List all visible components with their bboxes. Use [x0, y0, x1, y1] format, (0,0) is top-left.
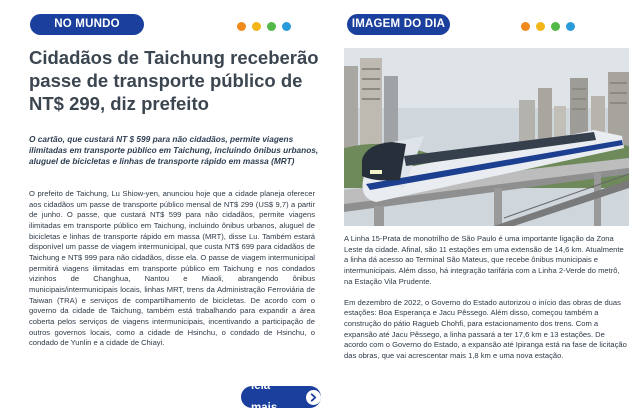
- section-badge: IMAGEM DO DIA: [347, 14, 450, 35]
- dot-yellow: [252, 22, 261, 31]
- dot-orange: [521, 22, 530, 31]
- dot-green: [551, 22, 560, 31]
- dot-green: [267, 22, 276, 31]
- read-more-label: leia mais: [251, 380, 278, 414]
- dot-orange: [237, 22, 246, 31]
- article-lede: O cartão, que custará NT $ 599 para não cidadãos, permite viagens ilimitadas em transporte público em Taichung, incluindo ônibus urbanos, aluguel de bicicletas e linhas de transporte rápido em massa (MRT): [29, 134, 319, 166]
- monorail-train-photo: [344, 48, 629, 226]
- news-panel: [15, 6, 319, 414]
- read-more-button[interactable]: [241, 380, 321, 414]
- section-badge: NO MUNDO: [30, 14, 144, 35]
- dot-blue: [566, 22, 575, 31]
- article-headline: Cidadãos de Taichung receberão passe de transporte público de NT$ 299, diz prefeito: [29, 47, 319, 114]
- caption-paragraph-1: A Linha 15-Prata de monotrilho de São Paulo é uma importante ligação da Zona Leste da cidade. Afinal, são 11 estações em uma extensão de 14,6 km. Atualmente a linha dá acesso ao Terminal São Mateus, que recebe ônibus municipais e intermunicipais. Além disso, há integração tarifária com a Linha 2-Verde do metrô, na Estação Vila Prudente.: [344, 234, 624, 286]
- dot-blue: [282, 22, 291, 31]
- decorative-dots: [237, 22, 291, 31]
- article-body: O prefeito de Taichung, Lu Shiow-yen, anunciou hoje que a cidade planeja oferecer aos cidadãos um passe de transporte público mensal de NT$ 299 (US$ 9,7) a partir de junho. O passe, que custará NT$ 599 para não cidadãos, permite viagens ilimitadas em transporte público em Taichung, incluindo ônibus urbanos, aluguel de bicicletas e linhas de transporte rápido em massa (MRT), disse Lu. Também estará disponível um passe de viagem intermunicipal, que custa NT$ 699 para cidadãos de Taichung e NT$ 999 para não cidadãos, disse ela. O passe de viagem intermunicipal permitirá viagens ilimitadas em transporte público em Taichung e nos condados vizinhos de Changhua, Nantou e Miaoli, abrangendo ônibus municipais/intermunicipais locais, linhas MRT, trens da Administração Ferroviária de Taiwan (TRA) e serviços de compartilhamento de bicicletas. De acordo com o governo da cidade de Taichung, também está trabalhando para expandir a área coberta pelos serviços de viagens intermunicipais, incentivando a participação de outros governos locais, como a cidade de Hsinchu, o condado de Hsinchu, o condado de Yunlin e a cidade de Chiayi.: [29, 189, 315, 348]
- decorative-dots: [521, 22, 575, 31]
- caption-paragraph-2: Em dezembro de 2022, o Governo do Estado autorizou o início das obras de duas estações: Boa Esperança e Jacu Pêssego. Além disso, começou também a construção do pátio Ragueb Chohfi, para estacionamento dos trens. Com a expansão até Jacu Pêssego, a linha passará a ter 17,6 km e 13 estações. De acordo com o Governo do Estado, a expansão até Ipiranga está na fase de licitação das obras, que vai acrescentar mais 1,8 km e uma nova estação.: [344, 297, 627, 361]
- dot-yellow: [536, 22, 545, 31]
- chevron-right-icon: [306, 390, 321, 405]
- photo-caption: [344, 234, 628, 372]
- image-of-day-panel: [336, 6, 628, 406]
